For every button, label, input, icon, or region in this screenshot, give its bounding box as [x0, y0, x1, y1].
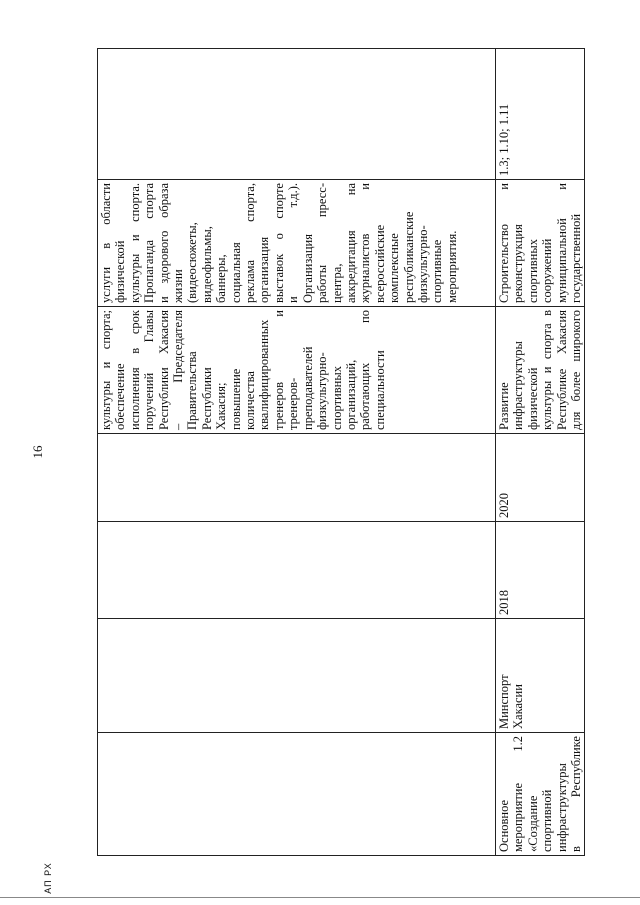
cell-text-line: сооружений [540, 238, 555, 303]
cell-text-line: физкультурно- [315, 352, 330, 430]
cell-text-line: государственной [569, 213, 584, 303]
cell-measure [98, 733, 496, 856]
cell-text-line: центра, [329, 263, 344, 303]
cell-text-line: и т.д.). [286, 183, 301, 303]
cell-text-line: инфраструктуры [511, 341, 526, 430]
cell-text-line: Строительство и [497, 183, 511, 303]
cell-text-line: баннеры, [214, 254, 229, 303]
cell-text-line: реклама спорта, [243, 183, 258, 303]
cell-text-line: «Создание [525, 795, 540, 852]
cell-text-line: аккредитация на [343, 183, 358, 303]
expected-result-lines [497, 310, 583, 430]
cell-text-line: услуги в области [99, 183, 113, 303]
cell-text-line: работы пресс- [315, 183, 330, 303]
cell-text-line: квалифицированных [257, 319, 272, 430]
cell-text-line: организаций, [343, 359, 358, 430]
cell-text-line: социальная [228, 242, 243, 303]
cell-text-line: всероссийские [372, 224, 387, 303]
cell-text-line: организация [257, 236, 272, 303]
cell-text-line: (видеосюжеты, [185, 222, 200, 303]
cell-text-line: муниципальной и [554, 183, 569, 303]
cell-text-line: видеофильмы, [199, 226, 214, 303]
cell-text-line: физической [113, 240, 128, 303]
expected-result-lines [99, 310, 387, 430]
cell-text-line: Республики [199, 367, 214, 430]
cell-text-line: спортивных [525, 239, 540, 303]
cell-text-line: спортивные [430, 239, 445, 303]
cell-start-year: 2018 [496, 522, 585, 619]
cell-text-line: Организация [300, 234, 315, 303]
cell-text-line: Правительства [185, 351, 200, 430]
main-directions-lines [99, 183, 459, 303]
cell-text-line: культуры и спорта в [540, 310, 555, 430]
cell-text-line: количества [243, 371, 258, 430]
cell-measure [496, 733, 585, 856]
cell-text-line: для более широкого [569, 310, 584, 430]
rotated-table-frame [97, 49, 584, 856]
cell-text-line: работающих по [358, 310, 373, 430]
cell-end-year [98, 434, 496, 522]
cell-text-line: обеспечение [113, 363, 128, 430]
cell-expected-result [98, 307, 496, 434]
cell-text-line: спортивных [329, 366, 344, 430]
program-table [97, 48, 585, 856]
cell-text-line: журналистов и [358, 183, 373, 303]
cell-text-line: культуры и спорта; [99, 310, 113, 430]
cell-text-line: спортивной [540, 789, 555, 852]
cell-text-line: в Республике [569, 736, 584, 852]
cell-text-line: выставок о спорте [271, 183, 286, 303]
cell-text-line: Хакасия; [214, 382, 229, 430]
cell-text-line: инфраструктуры [554, 763, 569, 852]
cell-indicators: 1.3; 1.10; 1.11 [496, 49, 585, 180]
cell-expected-result [496, 307, 585, 434]
cell-text-line: Хакасии [511, 684, 526, 729]
cell-text-line: реконструкция [511, 224, 526, 303]
cell-main-directions [496, 180, 585, 307]
bottom-rule [0, 897, 640, 898]
cell-end-year: 2020 [496, 434, 585, 522]
cell-text-line: комплексные [387, 233, 402, 303]
cell-text-line: поручений Главы [142, 310, 157, 430]
cell-text-line: – Председателя [171, 310, 186, 430]
table-container [97, 49, 584, 856]
cell-text-line: жизни [171, 269, 186, 303]
footer-code: АП РХ [43, 862, 53, 894]
table-row [98, 49, 496, 856]
cell-text-line: физической [525, 367, 540, 430]
cell-text-line: специальности [372, 350, 387, 430]
cell-text-line: исполнения в срок [127, 310, 142, 430]
cell-text-line: преподавателей [300, 346, 315, 430]
measure-lines [497, 736, 583, 852]
table-row [496, 49, 585, 856]
cell-text-line: Минспорт [497, 674, 511, 729]
cell-text-line: Республики Хакасия [156, 310, 171, 430]
cell-indicators [98, 49, 496, 180]
executor-lines [497, 622, 526, 729]
cell-text-line: культуры и спорта. [127, 183, 142, 303]
cell-text-line: повышение [228, 368, 243, 430]
cell-executor [496, 619, 585, 733]
cell-executor [98, 619, 496, 733]
cell-text-line: мероприятия. [444, 230, 459, 303]
main-directions-lines [497, 183, 583, 303]
cell-main-directions [98, 180, 496, 307]
cell-text-line: мероприятие 1.2 [511, 736, 526, 852]
cell-text-line: Основное [497, 799, 511, 852]
cell-text-line: и здорового образа [156, 183, 171, 303]
cell-text-line: республиканские [401, 211, 416, 303]
cell-start-year [98, 522, 496, 619]
cell-text-line: физкультурно- [415, 225, 430, 303]
cell-text-line: Развитие [497, 382, 511, 430]
cell-text-line: тренеров и [271, 310, 286, 430]
cell-text-line: Республике Хакасия [554, 310, 569, 430]
cell-text-line: Пропаганда спорта [142, 183, 157, 303]
page-number: 16 [30, 445, 45, 459]
cell-text-line: тренеров- [286, 377, 301, 430]
